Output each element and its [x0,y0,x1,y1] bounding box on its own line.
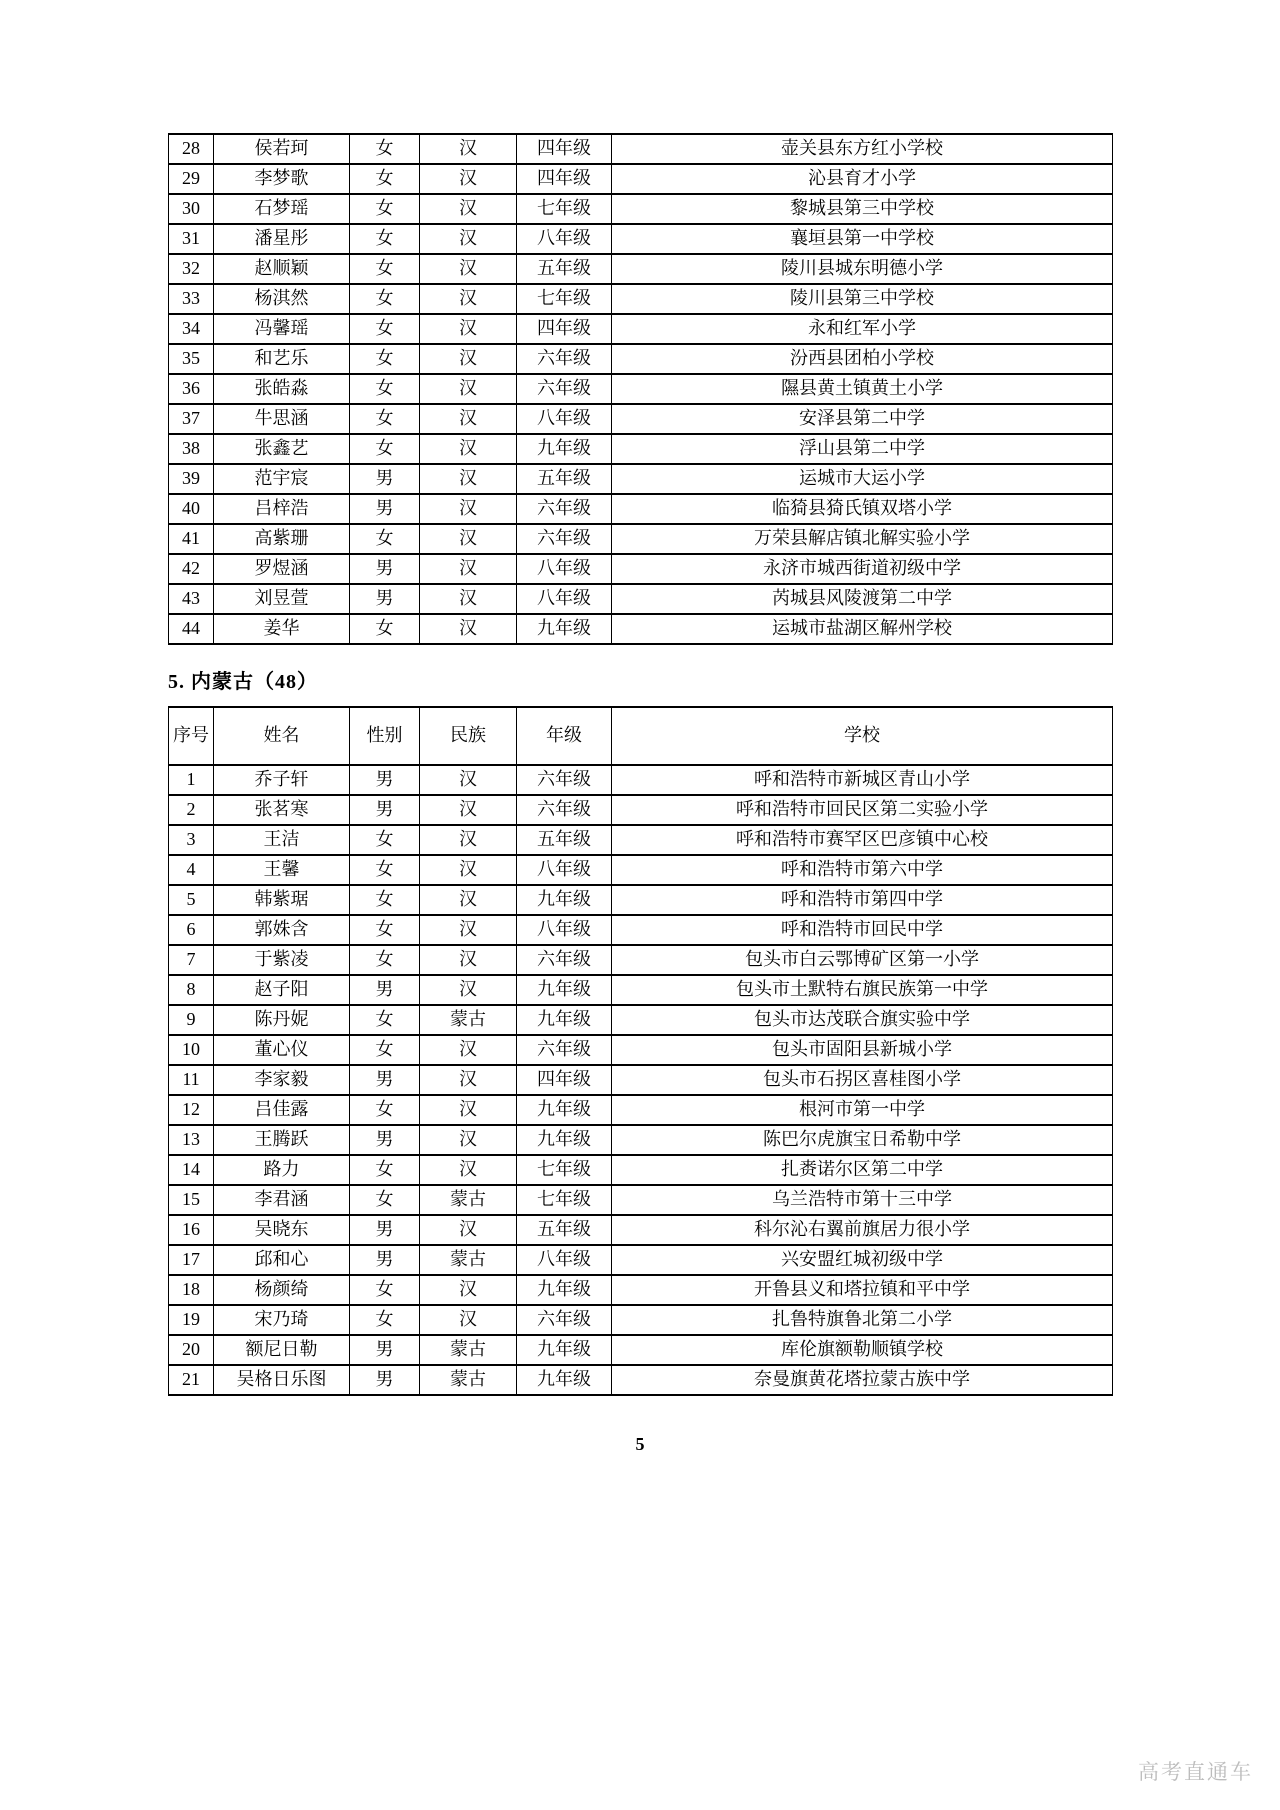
row-number: 13 [169,1125,214,1155]
row-number: 5 [169,885,214,915]
table-row [169,344,1113,374]
row-number: 20 [169,1335,214,1365]
cell-grade: 九年级 [517,1125,612,1155]
row-number: 39 [169,464,214,494]
cell-school: 永济市城西街道初级中学 [612,554,1113,584]
table-row [169,464,1113,494]
cell-school: 包头市石拐区喜桂图小学 [612,1065,1113,1095]
cell-ethnic: 汉 [420,134,517,164]
column-header-grade: 年级 [517,707,612,765]
cell-gender: 女 [350,825,420,855]
row-number: 10 [169,1035,214,1065]
cell-name: 吕梓浩 [214,494,350,524]
cell-gender: 女 [350,194,420,224]
cell-name: 潘星彤 [214,224,350,254]
cell-gender: 女 [350,524,420,554]
row-number: 41 [169,524,214,554]
inner-mongolia-roster-table [168,706,1113,1396]
cell-school: 陵川县第三中学校 [612,284,1113,314]
row-number: 44 [169,614,214,644]
cell-ethnic: 汉 [420,1065,517,1095]
table-row [169,855,1113,885]
cell-ethnic: 蒙古 [420,1365,517,1395]
table-row [169,164,1113,194]
cell-ethnic: 汉 [420,945,517,975]
row-number: 4 [169,855,214,885]
cell-name: 杨淇然 [214,284,350,314]
cell-grade: 五年级 [517,464,612,494]
cell-school: 运城市大运小学 [612,464,1113,494]
cell-ethnic: 汉 [420,1305,517,1335]
table-row [169,915,1113,945]
table-row [169,194,1113,224]
row-number: 11 [169,1065,214,1095]
cell-school: 运城市盐湖区解州学校 [612,614,1113,644]
table-row [169,1095,1113,1125]
cell-grade: 四年级 [517,134,612,164]
cell-gender: 女 [350,434,420,464]
cell-name: 赵顺颖 [214,254,350,284]
table-row [169,795,1113,825]
cell-gender: 男 [350,554,420,584]
column-header-school: 学校 [612,707,1113,765]
cell-gender: 女 [350,1155,420,1185]
table-row [169,404,1113,434]
cell-grade: 六年级 [517,945,612,975]
table-row [169,1275,1113,1305]
cell-gender: 女 [350,855,420,885]
row-number: 8 [169,975,214,1005]
row-number: 16 [169,1215,214,1245]
cell-gender: 男 [350,795,420,825]
cell-name: 邱和心 [214,1245,350,1275]
cell-school: 芮城县风陵渡第二中学 [612,584,1113,614]
cell-school: 包头市土默特右旗民族第一中学 [612,975,1113,1005]
cell-school: 浮山县第二中学 [612,434,1113,464]
column-header-ethnic: 民族 [420,707,517,765]
cell-gender: 女 [350,1035,420,1065]
cell-name: 乔子轩 [214,765,350,795]
cell-school: 兴安盟红城初级中学 [612,1245,1113,1275]
cell-name: 于紫凌 [214,945,350,975]
row-number: 38 [169,434,214,464]
cell-grade: 四年级 [517,314,612,344]
cell-grade: 九年级 [517,614,612,644]
cell-grade: 六年级 [517,374,612,404]
cell-name: 范宇宸 [214,464,350,494]
cell-name: 刘昱萱 [214,584,350,614]
row-number: 19 [169,1305,214,1335]
cell-gender: 女 [350,284,420,314]
cell-grade: 六年级 [517,1035,612,1065]
cell-name: 高紫珊 [214,524,350,554]
cell-grade: 七年级 [517,194,612,224]
cell-grade: 六年级 [517,795,612,825]
cell-ethnic: 蒙古 [420,1005,517,1035]
cell-school: 万荣县解店镇北解实验小学 [612,524,1113,554]
cell-school: 库伦旗额勒顺镇学校 [612,1335,1113,1365]
cell-school: 陈巴尔虎旗宝日希勒中学 [612,1125,1113,1155]
cell-gender: 男 [350,765,420,795]
cell-name: 李君涵 [214,1185,350,1215]
cell-gender: 男 [350,1365,420,1395]
cell-ethnic: 汉 [420,554,517,584]
cell-school: 襄垣县第一中学校 [612,224,1113,254]
cell-ethnic: 汉 [420,975,517,1005]
row-number: 1 [169,765,214,795]
cell-gender: 女 [350,614,420,644]
row-number: 15 [169,1185,214,1215]
cell-grade: 九年级 [517,1275,612,1305]
cell-ethnic: 汉 [420,825,517,855]
cell-grade: 五年级 [517,1215,612,1245]
cell-grade: 九年级 [517,975,612,1005]
watermark: 高考直通车 [1138,1761,1253,1784]
table-row [169,1155,1113,1185]
cell-gender: 女 [350,164,420,194]
row-number: 31 [169,224,214,254]
row-number: 35 [169,344,214,374]
cell-grade: 八年级 [517,1245,612,1275]
cell-name: 王腾跃 [214,1125,350,1155]
cell-name: 李家毅 [214,1065,350,1095]
table-header-row [169,707,1113,765]
table-row [169,314,1113,344]
cell-grade: 六年级 [517,524,612,554]
cell-name: 董心仪 [214,1035,350,1065]
cell-school: 呼和浩特市新城区青山小学 [612,765,1113,795]
cell-grade: 八年级 [517,915,612,945]
table-row [169,584,1113,614]
cell-grade: 八年级 [517,404,612,434]
cell-name: 石梦瑶 [214,194,350,224]
cell-gender: 女 [350,1305,420,1335]
cell-gender: 女 [350,1275,420,1305]
cell-grade: 六年级 [517,344,612,374]
table-row [169,1065,1113,1095]
table-row [169,434,1113,464]
cell-name: 陈丹妮 [214,1005,350,1035]
cell-ethnic: 汉 [420,344,517,374]
cell-school: 呼和浩特市回民中学 [612,915,1113,945]
cell-grade: 六年级 [517,765,612,795]
cell-grade: 八年级 [517,224,612,254]
cell-ethnic: 汉 [420,795,517,825]
cell-name: 王洁 [214,825,350,855]
cell-school: 临猗县猗氏镇双塔小学 [612,494,1113,524]
cell-grade: 八年级 [517,855,612,885]
row-number: 34 [169,314,214,344]
cell-ethnic: 汉 [420,584,517,614]
cell-ethnic: 汉 [420,524,517,554]
cell-grade: 七年级 [517,1185,612,1215]
cell-gender: 男 [350,1125,420,1155]
cell-ethnic: 汉 [420,855,517,885]
row-number: 28 [169,134,214,164]
page-content [168,133,1112,1455]
cell-ethnic: 汉 [420,765,517,795]
cell-name: 吴格日乐图 [214,1365,350,1395]
cell-name: 侯若珂 [214,134,350,164]
cell-gender: 女 [350,1095,420,1125]
cell-school: 呼和浩特市第六中学 [612,855,1113,885]
table-row [169,1365,1113,1395]
row-number: 36 [169,374,214,404]
cell-ethnic: 汉 [420,1275,517,1305]
cell-ethnic: 汉 [420,194,517,224]
cell-name: 罗煜涵 [214,554,350,584]
row-number: 7 [169,945,214,975]
table-row [169,1335,1113,1365]
row-number: 29 [169,164,214,194]
cell-name: 吕佳露 [214,1095,350,1125]
cell-school: 壶关县东方红小学校 [612,134,1113,164]
cell-school: 科尔沁右翼前旗居力很小学 [612,1215,1113,1245]
table-row [169,1245,1113,1275]
table-row [169,945,1113,975]
row-number: 42 [169,554,214,584]
cell-grade: 四年级 [517,1065,612,1095]
cell-school: 开鲁县义和塔拉镇和平中学 [612,1275,1113,1305]
cell-grade: 八年级 [517,584,612,614]
row-number: 9 [169,1005,214,1035]
cell-gender: 男 [350,1245,420,1275]
cell-grade: 七年级 [517,1155,612,1185]
cell-ethnic: 汉 [420,254,517,284]
cell-gender: 男 [350,975,420,1005]
cell-gender: 女 [350,344,420,374]
cell-gender: 男 [350,464,420,494]
cell-gender: 女 [350,314,420,344]
table-row [169,554,1113,584]
cell-school: 乌兰浩特市第十三中学 [612,1185,1113,1215]
cell-ethnic: 汉 [420,284,517,314]
cell-school: 黎城县第三中学校 [612,194,1113,224]
table-row [169,975,1113,1005]
cell-ethnic: 汉 [420,614,517,644]
row-number: 21 [169,1365,214,1395]
cell-grade: 九年级 [517,1095,612,1125]
table-row [169,825,1113,855]
cell-grade: 八年级 [517,554,612,584]
cell-grade: 九年级 [517,1005,612,1035]
cell-gender: 女 [350,224,420,254]
table-row [169,224,1113,254]
page-number: 5 [635,1434,645,1454]
cell-name: 冯馨瑶 [214,314,350,344]
table-row [169,284,1113,314]
cell-name: 宋乃琦 [214,1305,350,1335]
cell-gender: 女 [350,404,420,434]
cell-ethnic: 汉 [420,434,517,464]
row-number: 43 [169,584,214,614]
cell-name: 杨颜绮 [214,1275,350,1305]
cell-name: 和艺乐 [214,344,350,374]
table-row [169,885,1113,915]
cell-ethnic: 汉 [420,374,517,404]
cell-gender: 男 [350,1065,420,1095]
cell-grade: 九年级 [517,1335,612,1365]
cell-school: 隰县黄土镇黄土小学 [612,374,1113,404]
table-row [169,134,1113,164]
cell-ethnic: 汉 [420,404,517,434]
cell-name: 张鑫艺 [214,434,350,464]
table-row [169,1215,1113,1245]
row-number: 14 [169,1155,214,1185]
cell-ethnic: 汉 [420,494,517,524]
column-header-no: 序号 [169,707,214,765]
cell-gender: 女 [350,374,420,404]
row-number: 32 [169,254,214,284]
cell-name: 张皓淼 [214,374,350,404]
cell-gender: 女 [350,915,420,945]
cell-name: 郭姝含 [214,915,350,945]
cell-school: 扎赉诺尔区第二中学 [612,1155,1113,1185]
cell-gender: 男 [350,1335,420,1365]
cell-gender: 女 [350,1185,420,1215]
cell-grade: 九年级 [517,885,612,915]
cell-school: 包头市达茂联合旗实验中学 [612,1005,1113,1035]
cell-grade: 六年级 [517,1305,612,1335]
cell-ethnic: 汉 [420,1155,517,1185]
cell-ethnic: 汉 [420,1095,517,1125]
cell-name: 韩紫琚 [214,885,350,915]
table-row [169,374,1113,404]
table-row [169,494,1113,524]
table-row [169,1185,1113,1215]
table-row [169,1035,1113,1065]
row-number: 33 [169,284,214,314]
cell-name: 额尼日勒 [214,1335,350,1365]
cell-ethnic: 蒙古 [420,1245,517,1275]
table-row [169,765,1113,795]
cell-school: 汾西县团柏小学校 [612,344,1113,374]
cell-school: 沁县育才小学 [612,164,1113,194]
cell-school: 奈曼旗黄花塔拉蒙古族中学 [612,1365,1113,1395]
cell-ethnic: 汉 [420,1215,517,1245]
cell-grade: 五年级 [517,254,612,284]
cell-gender: 女 [350,1005,420,1035]
cell-gender: 男 [350,1215,420,1245]
cell-ethnic: 蒙古 [420,1335,517,1365]
cell-name: 李梦歌 [214,164,350,194]
row-number: 17 [169,1245,214,1275]
cell-ethnic: 汉 [420,885,517,915]
cell-name: 吴晓东 [214,1215,350,1245]
cell-name: 赵子阳 [214,975,350,1005]
table-row [169,1305,1113,1335]
row-number: 12 [169,1095,214,1125]
cell-name: 张茗寒 [214,795,350,825]
table-row [169,254,1113,284]
cell-grade: 五年级 [517,825,612,855]
cell-school: 呼和浩特市赛罕区巴彦镇中心校 [612,825,1113,855]
shanxi-roster-table-continued [168,133,1113,645]
column-header-name: 姓名 [214,707,350,765]
cell-school: 永和红军小学 [612,314,1113,344]
row-number: 30 [169,194,214,224]
cell-gender: 女 [350,945,420,975]
table-row [169,1125,1113,1155]
cell-name: 姜华 [214,614,350,644]
cell-school: 安泽县第二中学 [612,404,1113,434]
table-body [169,765,1113,1395]
cell-school: 呼和浩特市第四中学 [612,885,1113,915]
row-number: 40 [169,494,214,524]
cell-grade: 九年级 [517,434,612,464]
cell-school: 包头市固阳县新城小学 [612,1035,1113,1065]
table-body [169,134,1113,644]
cell-ethnic: 汉 [420,915,517,945]
cell-school: 根河市第一中学 [612,1095,1113,1125]
table-row [169,614,1113,644]
row-number: 6 [169,915,214,945]
cell-ethnic: 汉 [420,1125,517,1155]
row-number: 3 [169,825,214,855]
table-row [169,524,1113,554]
cell-name: 路力 [214,1155,350,1185]
cell-ethnic: 汉 [420,224,517,254]
row-number: 18 [169,1275,214,1305]
cell-grade: 七年级 [517,284,612,314]
row-number: 37 [169,404,214,434]
row-number: 2 [169,795,214,825]
cell-gender: 女 [350,885,420,915]
cell-name: 王馨 [214,855,350,885]
cell-grade: 九年级 [517,1365,612,1395]
cell-ethnic: 汉 [420,314,517,344]
cell-gender: 男 [350,494,420,524]
cell-ethnic: 汉 [420,464,517,494]
cell-ethnic: 汉 [420,1035,517,1065]
cell-name: 牛思涵 [214,404,350,434]
section-title: 5. 内蒙古（48） [168,671,318,693]
cell-grade: 六年级 [517,494,612,524]
cell-school: 扎鲁特旗鲁北第二小学 [612,1305,1113,1335]
cell-gender: 女 [350,134,420,164]
cell-ethnic: 蒙古 [420,1185,517,1215]
cell-school: 呼和浩特市回民区第二实验小学 [612,795,1113,825]
table-row [169,1005,1113,1035]
cell-gender: 男 [350,584,420,614]
cell-school: 包头市白云鄂博矿区第一小学 [612,945,1113,975]
cell-ethnic: 汉 [420,164,517,194]
cell-grade: 四年级 [517,164,612,194]
column-header-gender: 性别 [350,707,420,765]
cell-school: 陵川县城东明德小学 [612,254,1113,284]
cell-gender: 女 [350,254,420,284]
